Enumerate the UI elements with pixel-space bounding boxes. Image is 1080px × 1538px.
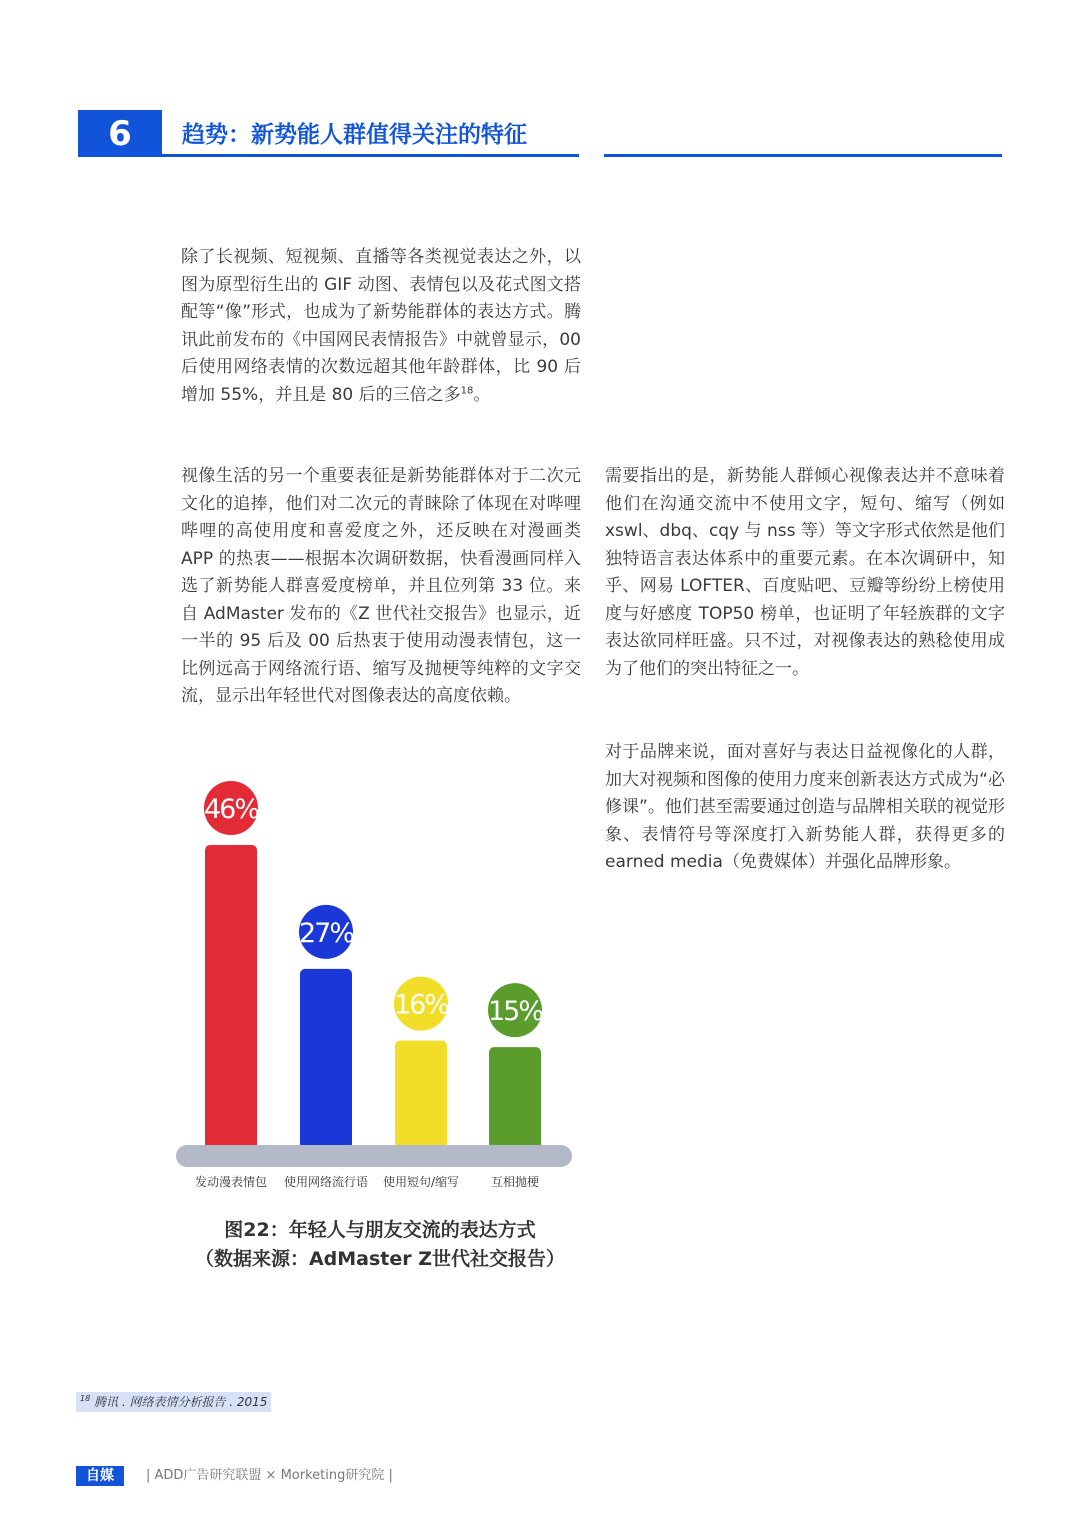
section-title: 趋势：新势能人群值得关注的特征 (182, 122, 527, 148)
chart-caption-line-1: 图22：年轻人与朋友交流的表达方式 (224, 1219, 536, 1241)
bar-chart (170, 770, 590, 1210)
section-rule-right (604, 154, 1002, 157)
left-paragraph-1 (181, 244, 581, 409)
left-paragraph-1-end: 。 (473, 384, 491, 405)
bar-4 (489, 1047, 541, 1149)
category-label-4: 互相抛梗 (490, 1175, 540, 1189)
value-label-3: 16% (393, 989, 449, 1021)
chart-caption-line-2: （数据来源：AdMaster Z世代社交报告） (194, 1248, 566, 1270)
value-label-4: 15% (487, 996, 543, 1028)
footnote-number: 18 (80, 1394, 91, 1403)
value-label-1: 46% (203, 794, 259, 825)
section-number: 6 (78, 110, 162, 157)
chart-caption (170, 1216, 590, 1274)
footer-text: | ADD广告研究联盟 × Morketing研究院 | (146, 1468, 393, 1483)
bar-chart-svg (170, 770, 590, 1210)
bar-2 (300, 969, 352, 1149)
bar-3 (395, 1041, 447, 1149)
section-rule-left (162, 154, 579, 157)
left-paragraph-1-text: 除了长视频、短视频、直播等各类视觉表达之外，以图为原型衍生出的 GIF 动图、表情包以及花式图文搭配等“像”形式，也成为了新势能群体的表达方式。腾讯此前发布的《中国网民表情报告》中就曾显示，00 后使用网络表情的次数远超其他年龄群体，比 90 后增加 55%，并且是 80 后的三倍之多 (181, 247, 581, 405)
bar-1 (205, 845, 257, 1149)
right-paragraph-2: 对于品牌来说，面对喜好与表达日益视像化的人群，加大对视频和图像的使用力度来创新表达方式成为“必修课”。他们甚至需要通过创造与品牌相关联的视觉形象、表情符号等深度打入新势能人群，获得更多的 earned media（免费媒体）并强化品牌形象。 (605, 742, 1005, 872)
value-label-2: 27% (298, 917, 354, 949)
footnote (76, 1392, 271, 1412)
footnote-ref: 18 (460, 384, 474, 396)
left-paragraph-2: 视像生活的另一个重要表征是新势能群体对于二次元文化的追捧，他们对二次元的青睐除了体现在对哔哩哔哩的高使用度和喜爱度之外，还反映在对漫画类 APP 的热衷——根据本次调研数据，快看漫画同样入选了新势能人群喜爱度榜单，并且位列第 33 位。来自 AdMaster 发布的《Z 世代社交报告》也显示，近一半的 95 后及 00 后热衷于使用动漫表情包，这一比例远高于网络流行语、缩写及抛梗等纯粹的文字交流，显示出年轻世代对图像表达的高度依赖。 (181, 466, 581, 706)
right-paragraph-1: 需要指出的是，新势能人群倾心视像表达并不意味着他们在沟通交流中不使用文字，短句、缩写（例如 xswl、dbq、cqy 与 nss 等）等文字形式依然是他们独特语言表达体系中的重要元素。在本次调研中，知乎、网易 LOFTER、百度贴吧、豆瓣等纷纷上榜使用度与好感度 TOP50 榜单，也证明了年轻族群的文字表达欲同样旺盛。只不过，对视像表达的熟稔使用成为了他们的突出特征之一。 (605, 466, 1005, 679)
category-label-2: 使用网络流行语 (283, 1175, 369, 1189)
category-label-3: 使用短句/缩写 (382, 1175, 460, 1189)
section-header (0, 0, 1080, 200)
chart-baseline (176, 1145, 572, 1167)
footer-logo: 自媒 (76, 1466, 124, 1486)
footnote-text: 腾讯 . 网络表情分析报告 . 2015 (94, 1395, 268, 1409)
category-label-1: 发动漫表情包 (194, 1175, 268, 1189)
